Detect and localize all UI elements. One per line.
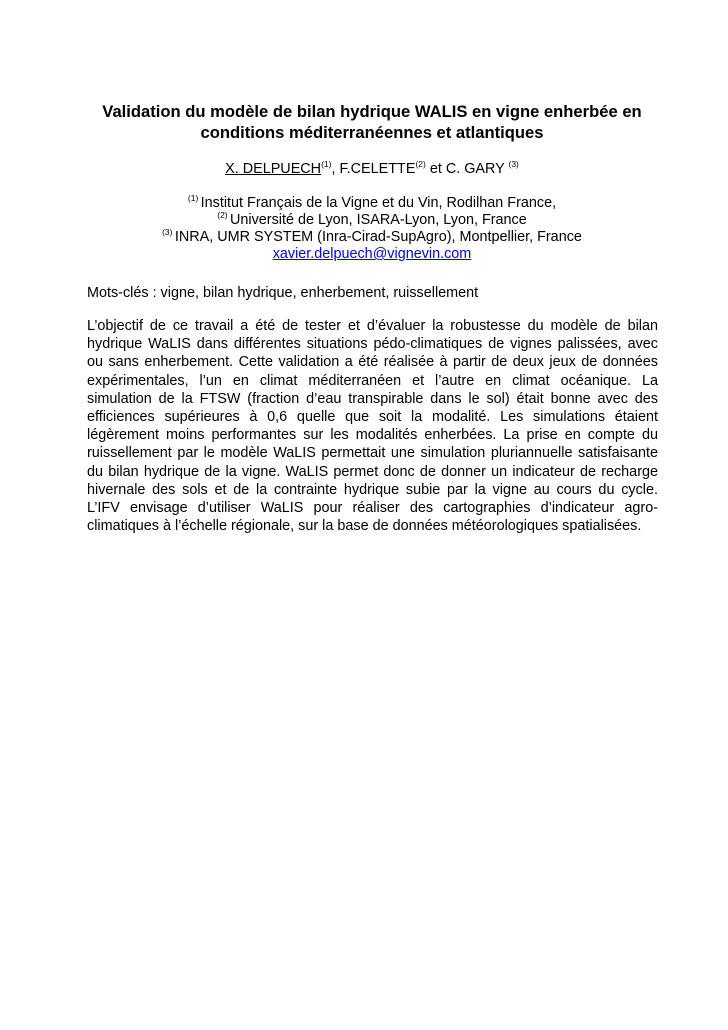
abstract-line: efficiences supérieures à 0,6 quelle que soit la modalité. Les simulations étaient	[87, 408, 658, 425]
author-delpuech: X. DELPUECH	[225, 161, 322, 177]
author-celette-affil-mark: (2)	[415, 159, 426, 169]
affiliation-2	[70, 212, 674, 229]
author-separator: et	[425, 161, 446, 177]
affiliation-1-mark: (1)	[187, 193, 201, 203]
affiliation-3-mark: (3)	[162, 227, 175, 237]
title-line-2: conditions méditerranéennes et atlantiques	[200, 123, 544, 142]
abstract-line: simulation de la FTSW (fraction d’eau transpirable dans le sol) était bonne avec des	[87, 390, 658, 407]
author-gary: C. GARY	[445, 161, 509, 177]
affiliations	[70, 195, 674, 263]
abstract-line: hydrique WaLIS dans différentes situations pédo-climatiques de vignes palissées, avec	[87, 336, 658, 353]
abstract-line: L’objectif de ce travail a été de tester et d’évaluer la robustesse du modèle de bilan	[87, 318, 658, 334]
title-line-1: Validation du modèle de bilan hydrique WALIS en vigne enherbée en	[102, 102, 642, 121]
author-gary-affil-mark: (3)	[508, 159, 519, 169]
author-delpuech-affil-mark: (1)	[321, 159, 332, 169]
abstract	[87, 317, 658, 535]
email-link[interactable]: xavier.delpuech@vignevin.com	[272, 246, 472, 262]
affiliation-1	[70, 195, 674, 212]
abstract-line: ruissellement par le modèle WaLIS permettait une simulation pluriannuelle satisfaisante	[87, 445, 658, 462]
abstract-line: légèrement moins performantes sur les modalités enherbées. La prise en compte du	[87, 427, 658, 444]
abstract-line: expérimentales, l’un en climat méditerranéen et l’autre en climat océanique. La	[87, 372, 658, 389]
email-line	[70, 246, 674, 263]
abstract-line: ou sans enherbement. Cette validation a été réalisée à partir de deux jeux de données	[87, 354, 658, 371]
author-list	[70, 160, 674, 178]
abstract-line: L’IFV envisage d’utiliser WaLIS pour réaliser des cartographies d’indicateur agro-	[87, 499, 658, 516]
affiliation-1-text: Institut Français de la Vigne et du Vin, Rodilhan France,	[200, 195, 557, 211]
keywords: Mots-clés : vigne, bilan hydrique, enherbement, ruissellement	[87, 285, 479, 301]
affiliation-3	[70, 229, 674, 246]
abstract-line: climatiques à l’échelle régionale, sur la base de données météorologiques spatialisées.	[87, 518, 642, 535]
paper-title	[70, 101, 674, 143]
author-separator: ,	[331, 161, 340, 177]
abstract-line: du bilan hydrique de la vigne. WaLIS permet donc de donner un indicateur de recharge	[87, 463, 658, 480]
abstract-line: hivernale des sols et de la contrainte hydrique subie par la vigne au cours du cycle.	[87, 481, 658, 498]
affiliation-3-text: INRA, UMR SYSTEM (Inra-Cirad-SupAgro), Montpellier, France	[174, 229, 582, 245]
author-celette: F.CELETTE	[339, 161, 416, 177]
affiliation-2-text: Université de Lyon, ISARA-Lyon, Lyon, France	[230, 212, 527, 228]
affiliation-2-mark: (2)	[217, 210, 230, 220]
